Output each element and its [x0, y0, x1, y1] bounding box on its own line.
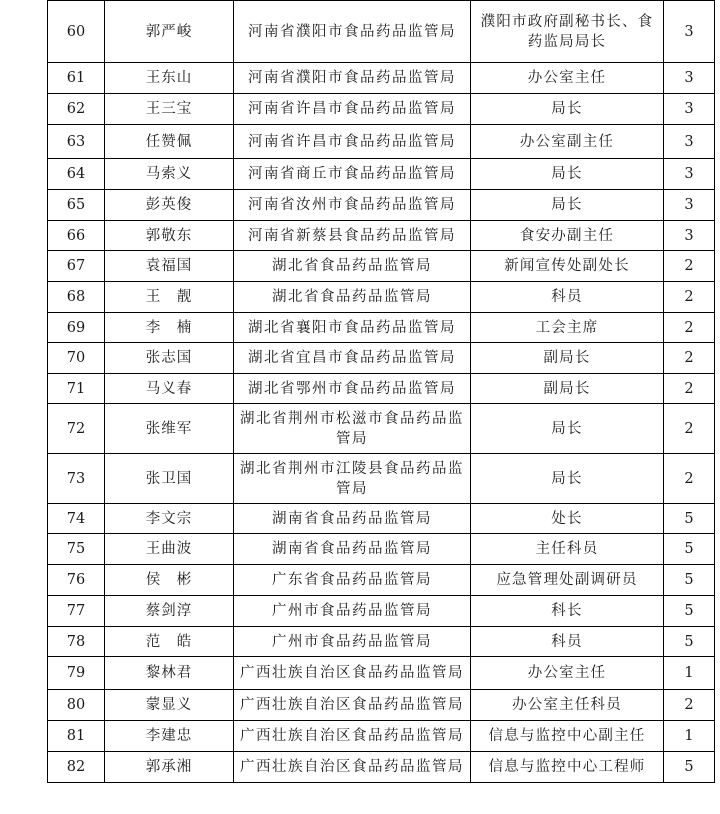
table-row	[48, 721, 715, 752]
job-position: 局长	[471, 190, 664, 221]
person-name: 范 皓	[105, 627, 234, 657]
row-number: 74	[48, 504, 105, 534]
person-name: 李 楠	[105, 313, 234, 343]
job-position: 科员	[471, 627, 664, 657]
count-value: 5	[664, 596, 715, 627]
table-row	[48, 596, 715, 627]
work-unit: 河南省商丘市食品药品监管局	[234, 159, 471, 190]
table-row	[48, 190, 715, 221]
count-value: 1	[664, 657, 715, 690]
row-number: 69	[48, 313, 105, 343]
count-value: 2	[664, 454, 715, 504]
job-position: 办公室主任	[471, 63, 664, 94]
count-value: 2	[664, 313, 715, 343]
row-number: 82	[48, 752, 105, 783]
work-unit: 河南省许昌市食品药品监管局	[234, 94, 471, 125]
count-value: 5	[664, 752, 715, 783]
row-number: 80	[48, 690, 105, 721]
row-number: 77	[48, 596, 105, 627]
person-name: 王 靓	[105, 282, 234, 313]
person-name: 袁福国	[105, 251, 234, 282]
personnel-table	[47, 0, 715, 783]
person-name: 彭英俊	[105, 190, 234, 221]
personnel-table-body	[48, 1, 715, 783]
count-value: 3	[664, 94, 715, 125]
person-name: 郭严峻	[105, 1, 234, 63]
job-position: 办公室主任科员	[471, 690, 664, 721]
row-number: 66	[48, 221, 105, 251]
count-value: 2	[664, 251, 715, 282]
table-row	[48, 454, 715, 504]
person-name: 马索义	[105, 159, 234, 190]
work-unit: 湖北省食品药品监管局	[234, 251, 471, 282]
work-unit: 湖北省荆州市江陵县食品药品监管局	[234, 454, 471, 504]
count-value: 5	[664, 534, 715, 565]
row-number: 68	[48, 282, 105, 313]
person-name: 侯 彬	[105, 565, 234, 596]
count-value: 5	[664, 504, 715, 534]
table-row	[48, 404, 715, 454]
work-unit: 湖北省宜昌市食品药品监管局	[234, 343, 471, 374]
row-number: 73	[48, 454, 105, 504]
job-position: 濮阳市政府副秘书长、食药监局局长	[471, 1, 664, 63]
table-row	[48, 343, 715, 374]
work-unit: 湖北省襄阳市食品药品监管局	[234, 313, 471, 343]
person-name: 蔡剑淳	[105, 596, 234, 627]
job-position: 处长	[471, 504, 664, 534]
work-unit: 广西壮族自治区食品药品监管局	[234, 690, 471, 721]
table-row	[48, 313, 715, 343]
person-name: 郭敬东	[105, 221, 234, 251]
work-unit: 河南省汝州市食品药品监管局	[234, 190, 471, 221]
row-number: 70	[48, 343, 105, 374]
job-position: 局长	[471, 404, 664, 454]
count-value: 2	[664, 343, 715, 374]
table-row	[48, 752, 715, 783]
job-position: 主任科员	[471, 534, 664, 565]
job-position: 应急管理处副调研员	[471, 565, 664, 596]
row-number: 75	[48, 534, 105, 565]
count-value: 5	[664, 627, 715, 657]
person-name: 王东山	[105, 63, 234, 94]
person-name: 任赞佩	[105, 125, 234, 159]
table-row	[48, 504, 715, 534]
person-name: 蒙显义	[105, 690, 234, 721]
row-number: 71	[48, 374, 105, 404]
row-number: 65	[48, 190, 105, 221]
work-unit: 广东省食品药品监管局	[234, 565, 471, 596]
work-unit: 湖北省荆州市松滋市食品药品监管局	[234, 404, 471, 454]
row-number: 62	[48, 94, 105, 125]
person-name: 王曲波	[105, 534, 234, 565]
count-value: 3	[664, 159, 715, 190]
table-row	[48, 159, 715, 190]
work-unit: 广西壮族自治区食品药品监管局	[234, 657, 471, 690]
count-value: 3	[664, 221, 715, 251]
count-value: 5	[664, 565, 715, 596]
row-number: 81	[48, 721, 105, 752]
person-name: 张卫国	[105, 454, 234, 504]
table-row	[48, 1, 715, 63]
job-position: 办公室副主任	[471, 125, 664, 159]
work-unit: 河南省许昌市食品药品监管局	[234, 125, 471, 159]
count-value: 2	[664, 690, 715, 721]
work-unit: 河南省濮阳市食品药品监管局	[234, 63, 471, 94]
person-name: 马义春	[105, 374, 234, 404]
table-row	[48, 657, 715, 690]
job-position: 食安办副主任	[471, 221, 664, 251]
row-number: 72	[48, 404, 105, 454]
table-row	[48, 565, 715, 596]
job-position: 局长	[471, 159, 664, 190]
work-unit: 广西壮族自治区食品药品监管局	[234, 752, 471, 783]
job-position: 副局长	[471, 374, 664, 404]
job-position: 信息与监控中心副主任	[471, 721, 664, 752]
table-row	[48, 94, 715, 125]
person-name: 张维军	[105, 404, 234, 454]
count-value: 2	[664, 404, 715, 454]
table-row	[48, 374, 715, 404]
row-number: 67	[48, 251, 105, 282]
work-unit: 河南省濮阳市食品药品监管局	[234, 1, 471, 63]
table-row	[48, 627, 715, 657]
count-value: 3	[664, 125, 715, 159]
job-position: 局长	[471, 454, 664, 504]
person-name: 郭承湘	[105, 752, 234, 783]
row-number: 63	[48, 125, 105, 159]
table-row	[48, 282, 715, 313]
person-name: 张志国	[105, 343, 234, 374]
job-position: 副局长	[471, 343, 664, 374]
person-name: 王三宝	[105, 94, 234, 125]
row-number: 60	[48, 1, 105, 63]
job-position: 信息与监控中心工程师	[471, 752, 664, 783]
row-number: 61	[48, 63, 105, 94]
work-unit: 广州市食品药品监管局	[234, 627, 471, 657]
job-position: 科长	[471, 596, 664, 627]
person-name: 李建忠	[105, 721, 234, 752]
work-unit: 广西壮族自治区食品药品监管局	[234, 721, 471, 752]
work-unit: 湖北省鄂州市食品药品监管局	[234, 374, 471, 404]
table-row	[48, 534, 715, 565]
row-number: 78	[48, 627, 105, 657]
work-unit: 广州市食品药品监管局	[234, 596, 471, 627]
work-unit: 河南省新蔡县食品药品监管局	[234, 221, 471, 251]
count-value: 2	[664, 282, 715, 313]
work-unit: 湖南省食品药品监管局	[234, 534, 471, 565]
count-value: 2	[664, 374, 715, 404]
count-value: 1	[664, 721, 715, 752]
person-name: 黎林君	[105, 657, 234, 690]
row-number: 79	[48, 657, 105, 690]
table-row	[48, 125, 715, 159]
job-position: 局长	[471, 94, 664, 125]
table-row	[48, 221, 715, 251]
table-row	[48, 63, 715, 94]
job-position: 工会主席	[471, 313, 664, 343]
count-value: 3	[664, 1, 715, 63]
row-number: 76	[48, 565, 105, 596]
work-unit: 湖南省食品药品监管局	[234, 504, 471, 534]
job-position: 新闻宣传处副处长	[471, 251, 664, 282]
count-value: 3	[664, 190, 715, 221]
table-row	[48, 251, 715, 282]
job-position: 科员	[471, 282, 664, 313]
person-name: 李文宗	[105, 504, 234, 534]
row-number: 64	[48, 159, 105, 190]
table-row	[48, 690, 715, 721]
count-value: 3	[664, 63, 715, 94]
work-unit: 湖北省食品药品监管局	[234, 282, 471, 313]
job-position: 办公室主任	[471, 657, 664, 690]
